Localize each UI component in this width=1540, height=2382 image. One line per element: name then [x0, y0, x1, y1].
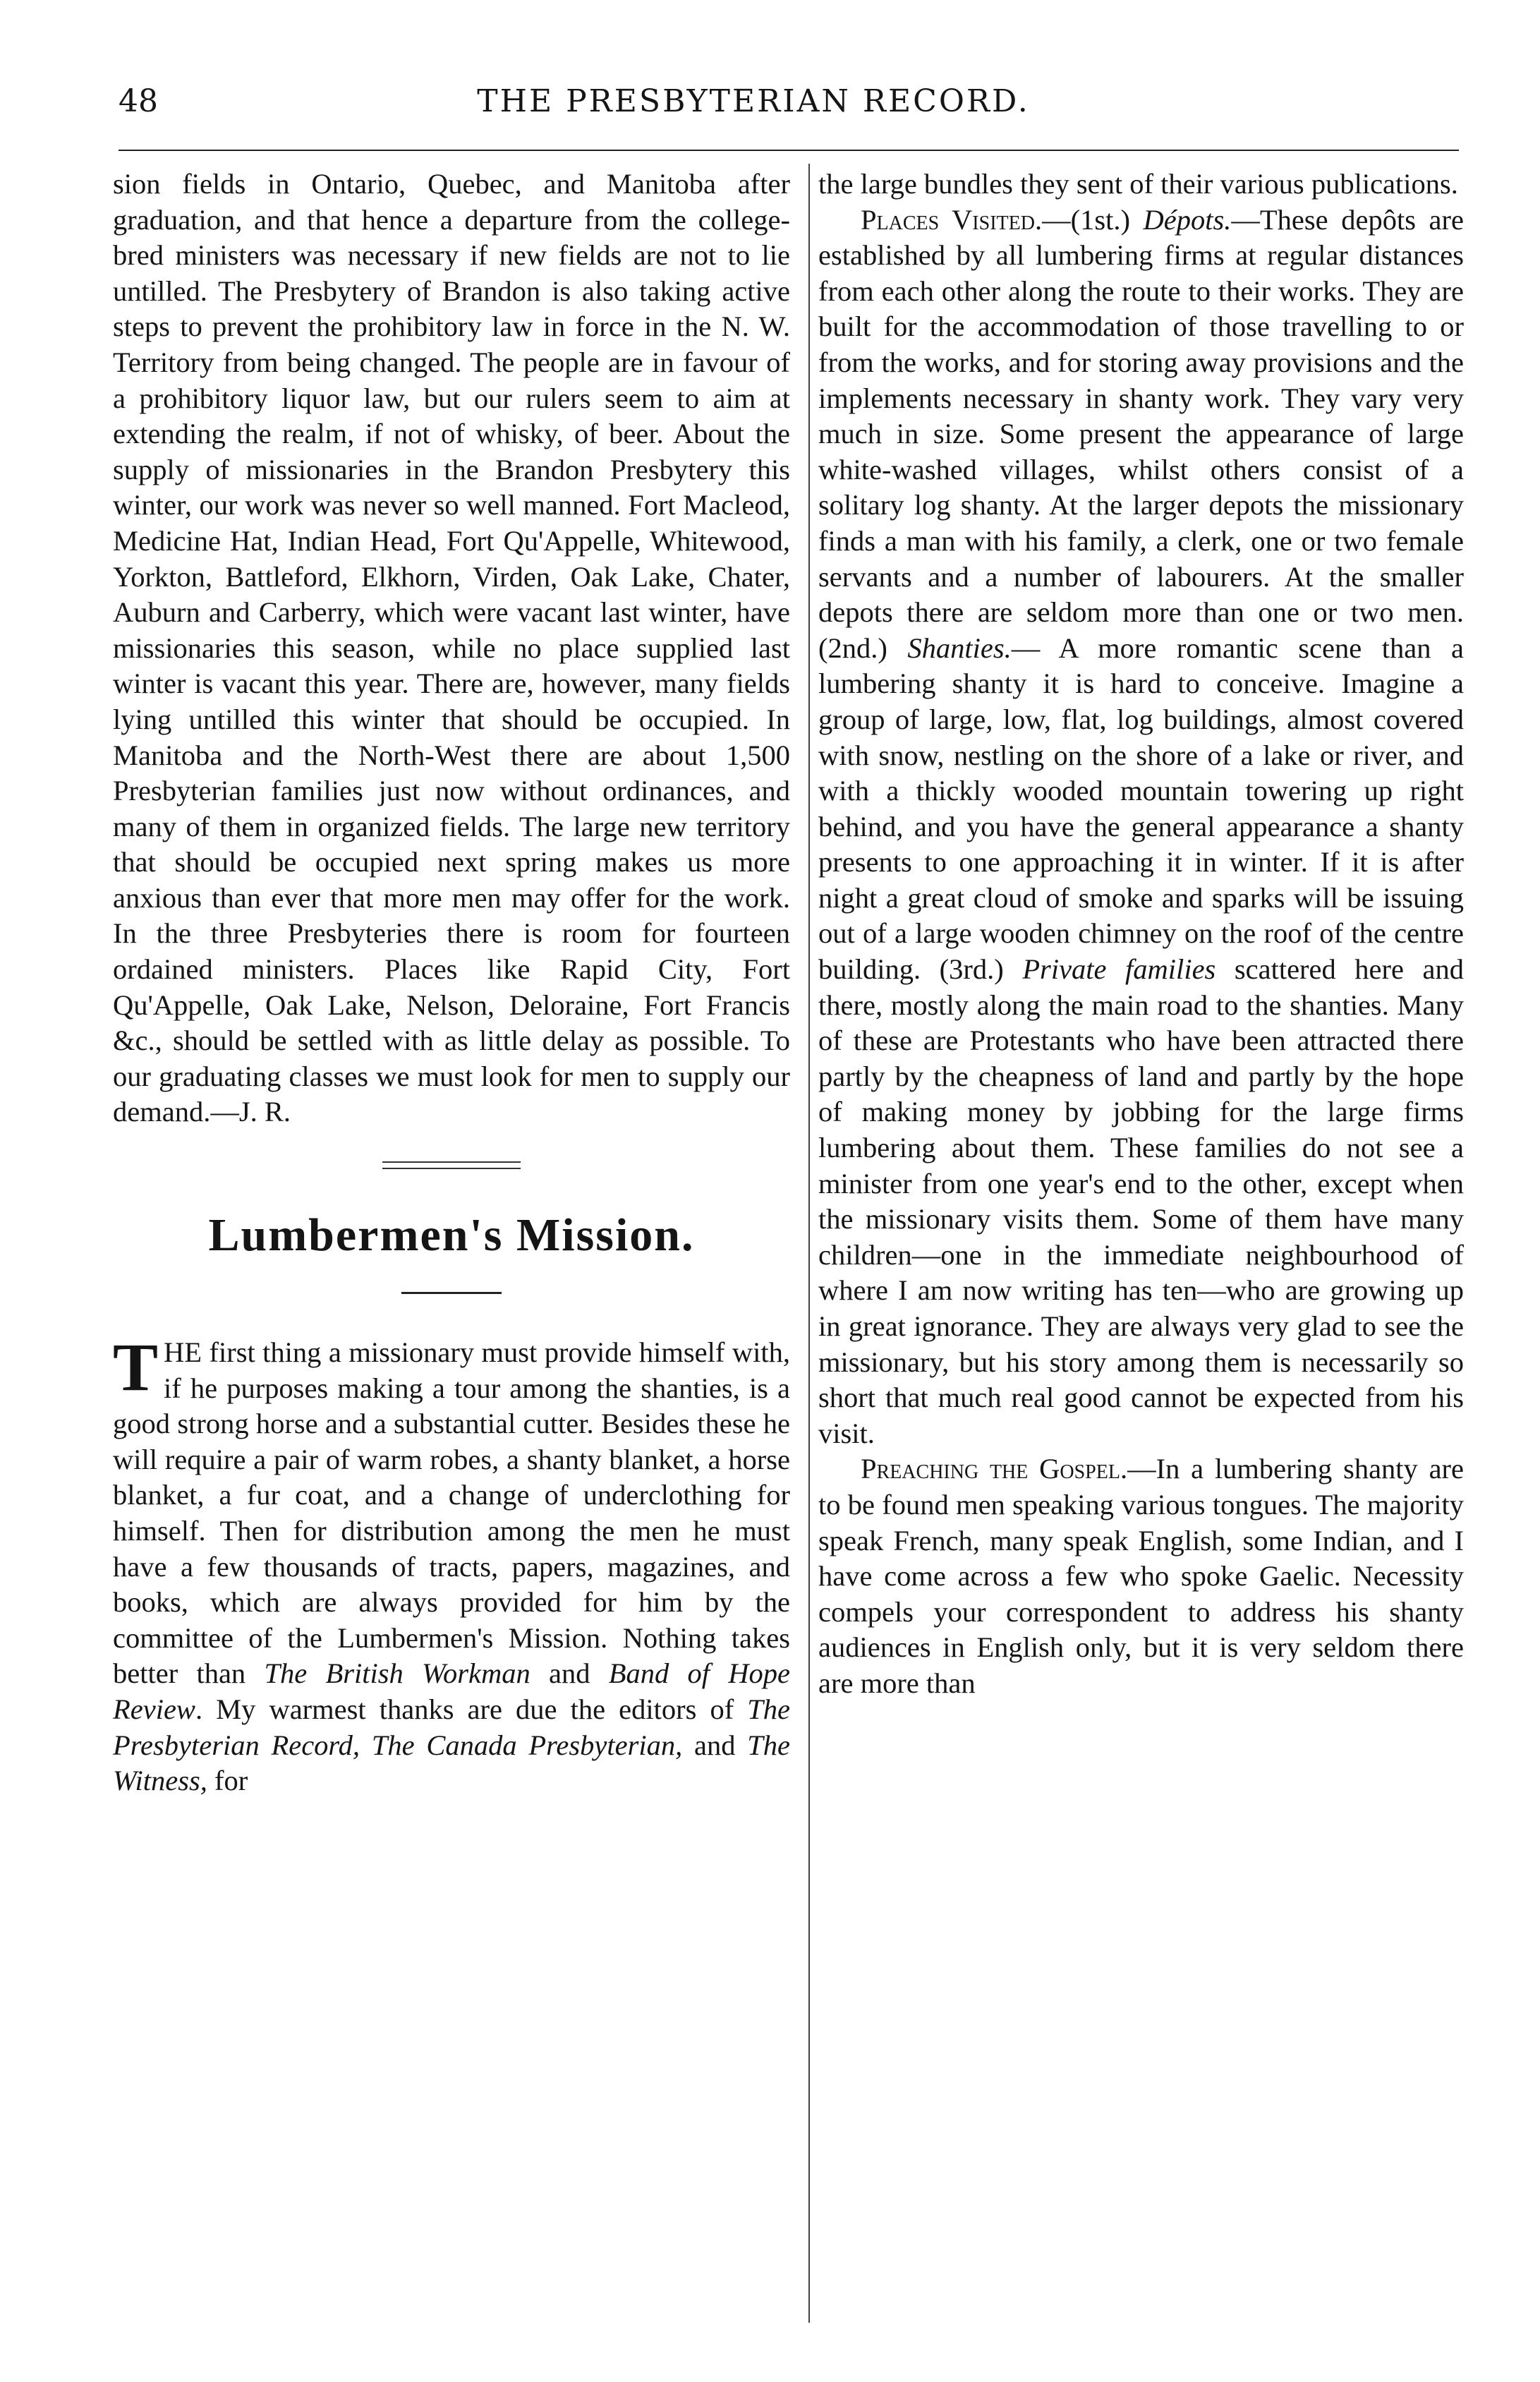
- section-title: Lumbermen's Mission.: [208, 1209, 695, 1262]
- intro-text-end: for: [207, 1765, 248, 1797]
- shanties-label: Shanties.: [907, 631, 1012, 664]
- private-families-label: Private families: [1022, 953, 1216, 986]
- places-text-c: — A more romantic scene than a lumbering shanty it is hard to conceive. Imagine a group of large, low, flat, log buildings, almost covered with snow, nestling on the shore of a lake or river, and with a thickly wooded mountain towering up right behind, and you have the general appearance a shanty presents to one approaching it in winter. If it is after night a great cloud of smoke and sparks will be issuing out of a large wooden chimney on the roof of the centre building. (3rd.): [818, 631, 1464, 986]
- drop-cap: T: [113, 1329, 159, 1405]
- title-british-workman: The British Workman: [264, 1657, 530, 1690]
- places-visited-paragraph: [818, 202, 1464, 1452]
- section-title-rule: [401, 1292, 502, 1294]
- left-column: [113, 167, 790, 1799]
- continued-paragraph: sion fields in Ontario, Quebec, and Manitoba after graduation, and that hence a departure from the college-bred ministers was necessary if new fields are not to lie untilled. The Presbytery of Brandon is also taking active steps to prevent the prohibitory law in force in the N. W. Territory from being changed. The people are in favour of a prohibitory liquor law, but our rulers seem to aim at extending the realm, if not of whisky, of beer. About the supply of missionaries in the Brandon Presbytery this winter, our work was never so well manned. Fort Macleod, Medicine Hat, Indian Head, Fort Qu'Appelle, Whitewood, Yorkton, Battleford, Elkhorn, Virden, Oak Lake, Chater, Auburn and Carberry, which were vacant last winter, have missionaries this season, while no place supplied last winter is vacant this year. There are, however, many fields lying untilled this winter that should be occupied. In Manitoba and the North-West there are about 1,500 Presbyterian families just now without ordinances, and many of them in organized fields. The large new territory that should be occupied next spring makes us more anxious than ever that more men may offer for the work. In the three Presbyteries there is room for fourteen ordained ministers. Places like Rapid City, Fort Qu'Appelle, Oak Lake, Nelson, Deloraine, Fort Francis &c., should be settled with as little delay as possible. To our graduating classes we must look for men to supply our demand.—J. R.: [113, 168, 790, 1128]
- intro-text: HE first thing a missionary must provide himself with, if he purposes making a tour among the shanties, is a good strong horse and a substantial cutter. Besides these he will require a pair of warm robes, a shanty blanket, a horse blanket, a fur coat, and a change of underclothing for himself. Then for distribution among the men he must have a few thousands of tracts, papers, magazines, and books, which are always provided for him by the committee of the Lumbermen's Mission. Nothing takes better than: [113, 1336, 790, 1690]
- header-rule: [119, 150, 1459, 151]
- preaching-text: —In a lumbering shanty are to be found men speaking various tongues. The majority speak French, many speak English, some Indian, and I have come across a few who spoke Gaelic. Necessity compels your correspondent to address his shanty audiences in English only, but it is very seldom there are more than: [818, 1453, 1465, 1699]
- places-text-b: —These depôts are established by all lumbering firms at regular distances from each other along the route to their works. They are built for the accommodation of those travelling to or from the works, and for storing away provisions and the implements necessary in shanty work. They vary very much in size. Some present the appearance of large white-washed villages, whilst others consist of a solitary log shanty. At the larger depots the missionary finds a man with his family, a clerk, one or two female servants and a number of labourers. At the smaller depots there are seldom more than one or two men. (2nd.): [818, 203, 1464, 664]
- places-visited-heading: Places Visited.: [861, 203, 1043, 236]
- title-presbyterian-record: The Presbyterian Record, The Canada Presbyterian,: [113, 1693, 790, 1761]
- right-column: [818, 167, 1464, 1702]
- depots-label: Dépots.: [1143, 203, 1232, 236]
- page-number: 48: [119, 83, 158, 119]
- intro-text-mid: . My warmest thanks are due the editors of: [195, 1693, 748, 1725]
- text-and-1: and: [530, 1657, 609, 1690]
- places-text-d: scattered here and there, mostly along the main road to the shanties. Many of these are Protestants who have been attracted there partly by the cheapness of land and partly by the hope of making money by jobbing for the large firms lumbering about them. These families do not see a minister from one year's end to the other, except when the missionary visits them. Some of them have many children—one in the immediate neighbourhood of where I am now writing has ten—who are growing up in great ignorance. They are always very glad to see the missionary, but his story among them is necessarily so short that much real good cannot be expected from his visit.: [818, 953, 1465, 1449]
- title-witness: The Witness,: [113, 1729, 790, 1797]
- lumbermen-intro-paragraph: [113, 1329, 790, 1799]
- text-and-2: and: [682, 1729, 748, 1761]
- places-text-a: —(1st.): [1042, 203, 1144, 236]
- section-separator-double: [382, 1161, 521, 1169]
- preaching-paragraph: [818, 1451, 1464, 1701]
- title-band-of-hope: Band of Hope Review: [113, 1657, 790, 1725]
- page-header: [119, 83, 1459, 126]
- column-separator: [808, 164, 810, 2323]
- running-title: THE PRESBYTERIAN RECORD.: [477, 83, 1030, 119]
- continued-paragraph-right: the large bundles they sent of their various publications.: [818, 168, 1458, 200]
- preaching-heading: Preaching the Gospel.: [861, 1453, 1128, 1485]
